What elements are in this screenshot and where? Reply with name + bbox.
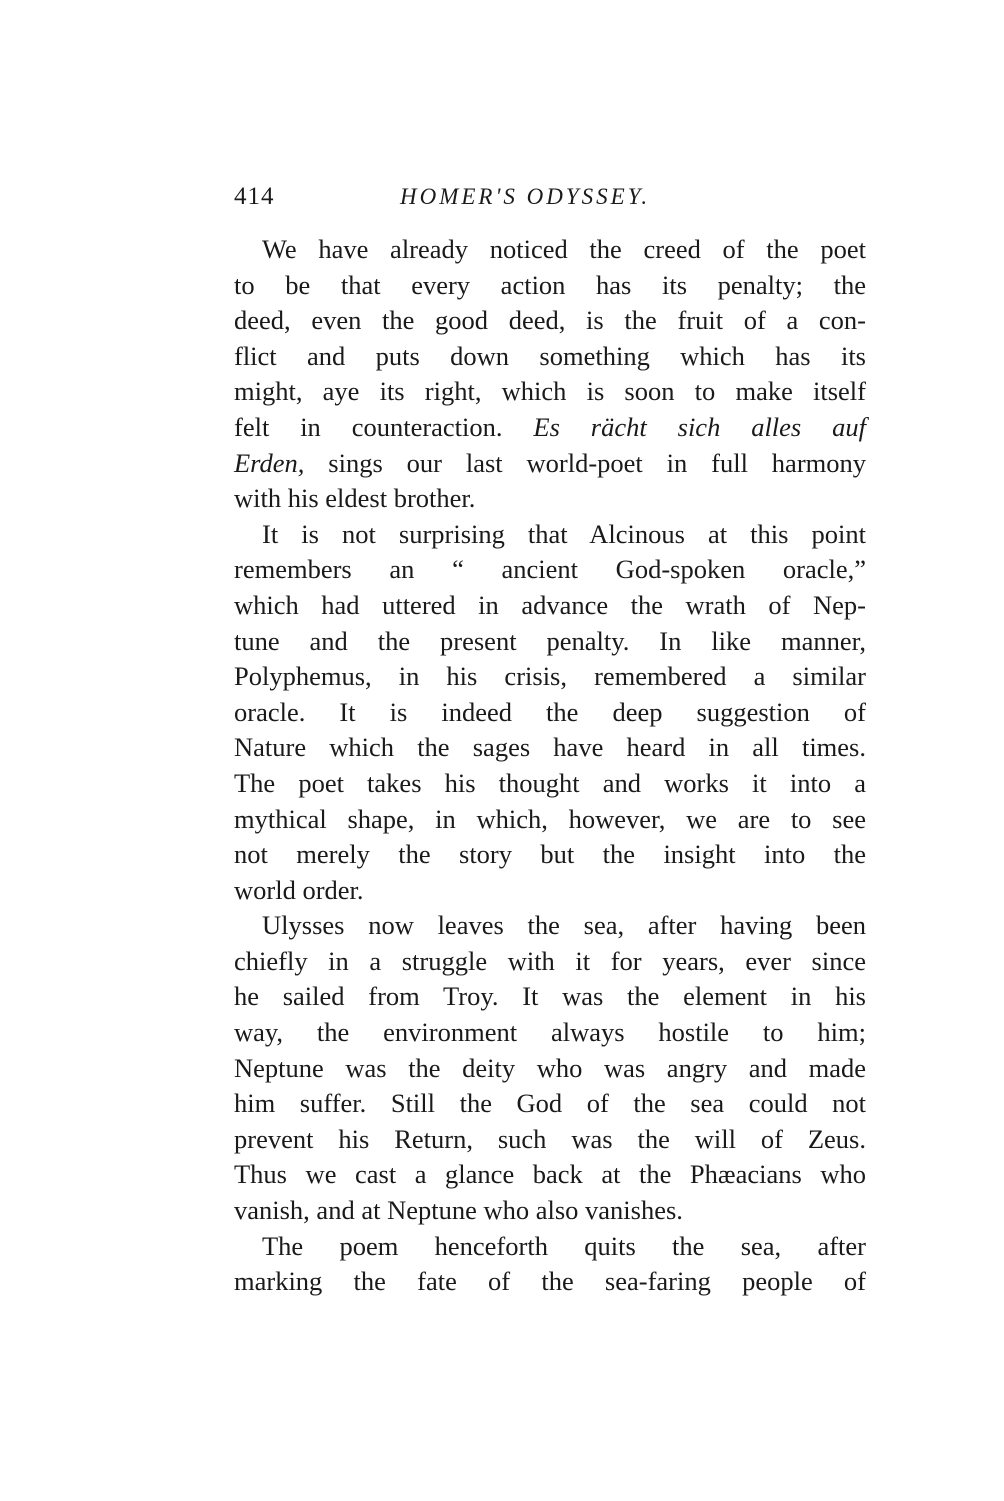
text-line: which had uttered in advance the wrath of Nep- (234, 589, 866, 620)
text-line: chiefly in a struggle with it for years, ever since (234, 945, 866, 976)
text-line: Polyphemus, in his crisis, remembered a similar (234, 661, 866, 692)
text-line: him suffer. Still the God of the sea could not (234, 1088, 866, 1119)
text-line: with his eldest brother. (234, 483, 476, 514)
text-line: deed, even the good deed, is the fruit of a con- (234, 305, 866, 336)
paragraph-2 (234, 517, 866, 909)
text-line: world order. (234, 874, 364, 905)
text-line: might, aye its right, which is soon to make itself (234, 376, 866, 407)
text-line: Thus we cast a glance back at the Phæacians who (234, 1159, 866, 1190)
text-line: not merely the story but the insight into the (234, 839, 866, 870)
text-line: We have already noticed the creed of the poet (262, 234, 866, 264)
text-line: to be that every action has its penalty; the (234, 269, 866, 300)
text-segment: felt in counteraction. (234, 411, 503, 442)
text-line: It is not surprising that Alcinous at this point (262, 518, 866, 549)
text-segment: sings our last world-poet in full harmony (328, 447, 867, 478)
text-line: way, the environment always hostile to him; (234, 1017, 866, 1048)
text-line: tune and the present penalty. In like manner, (234, 625, 866, 656)
text-line: he sailed from Troy. It was the element in his (234, 981, 866, 1012)
text-line: mythical shape, in which, however, we are to see (234, 803, 866, 834)
paragraph-4 (234, 1229, 866, 1300)
text-line: The poem henceforth quits the sea, after (262, 1230, 866, 1261)
running-title: HOMER'S ODYSSEY. (400, 184, 651, 209)
paragraph-1 (234, 232, 866, 517)
running-head (234, 180, 866, 214)
text-line: Ulysses now leaves the sea, after having been (262, 910, 866, 941)
italic-quote: Es rächt sich alles auf (533, 411, 866, 442)
page-number: 414 (234, 183, 275, 210)
text-line (234, 446, 866, 482)
text-line (234, 410, 866, 446)
body-text (234, 232, 866, 1300)
text-line: remembers an “ ancient God-spoken oracle,” (234, 554, 866, 585)
text-line: marking the fate of the sea-faring people of (234, 1266, 866, 1297)
text-line: Nature which the sages have heard in all times. (234, 732, 866, 763)
text-line: flict and puts down something which has its (234, 340, 866, 371)
italic-quote: Erden, (234, 447, 305, 478)
text-line: oracle. It is indeed the deep suggestion of (234, 696, 866, 727)
text-line: Neptune was the deity who was angry and made (234, 1052, 866, 1083)
text-line: vanish, and at Neptune who also vanishes. (234, 1195, 683, 1226)
paragraph-3 (234, 908, 866, 1228)
text-line: prevent his Return, such was the will of Zeus. (234, 1123, 866, 1154)
text-line: The poet takes his thought and works it into a (234, 767, 866, 798)
